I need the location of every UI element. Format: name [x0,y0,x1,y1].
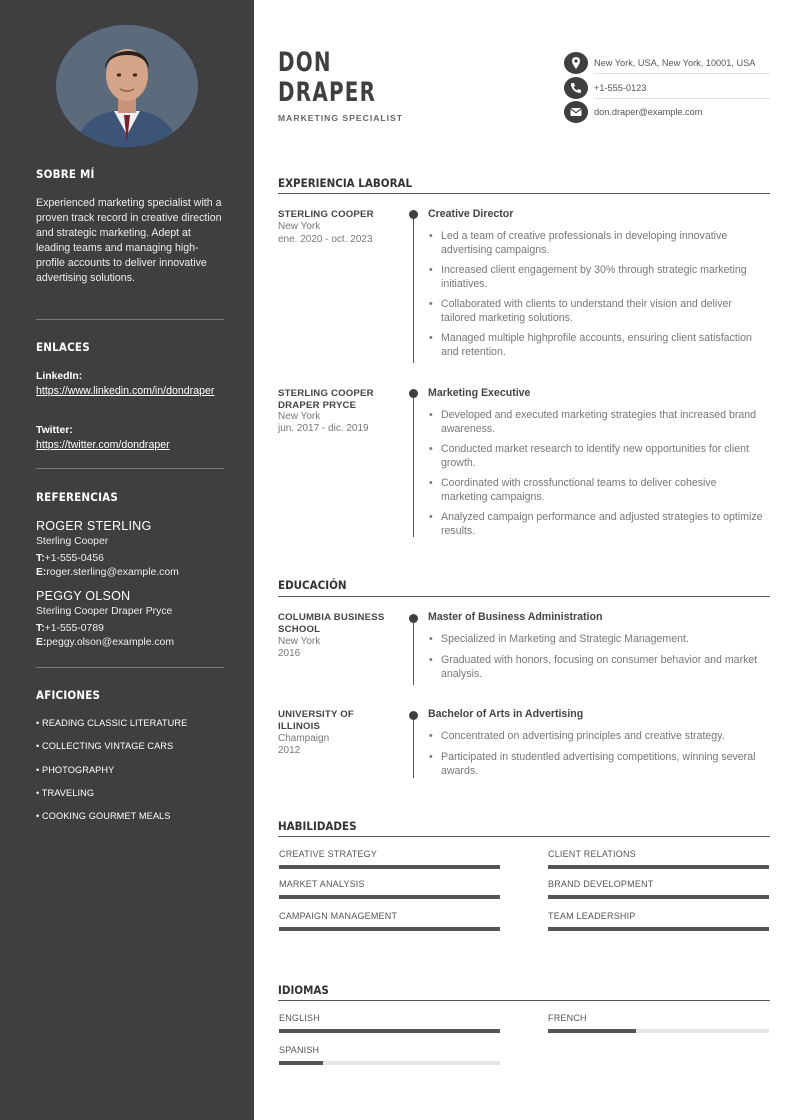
skill-bar-fill [548,895,769,899]
skill-name: MARKET ANALYSIS [279,879,365,889]
hobby-item: • TRAVELING [36,788,95,798]
language-bar-fill [279,1061,323,1065]
school: COLUMBIA BUSINESS SCHOOL [278,612,385,635]
hobby-item: • READING CLASSIC LITERATURE [36,718,188,728]
job-role: Creative Director [428,208,514,220]
school-location: New York [278,636,321,647]
reference-phone [36,623,104,634]
email-value: roger.sterling@example.com [46,567,179,578]
language-bar [279,1061,500,1065]
skill-bar [548,895,769,899]
employment-dates: jun. 2017 - dic. 2019 [278,423,369,434]
list-item: • Concentrated on advertising principles and creative strategy. [428,730,766,744]
skill-bar [548,927,769,931]
divider [36,319,224,320]
section-rule [278,193,770,194]
hobby-item: • COLLECTING VINTAGE CARS [36,741,174,751]
twitter-link[interactable]: https://twitter.com/dondraper [36,439,170,451]
phone-prefix: T: [36,553,45,564]
job-title: MARKETING SPECIALIST [278,113,404,123]
location-pin-icon [564,52,588,74]
linkedin-link[interactable]: https://www.linkedin.com/in/dondraper [36,385,215,397]
twitter-label: Twitter: [36,425,73,436]
language-name: FRENCH [548,1013,587,1023]
skill-name: TEAM LEADERSHIP [548,911,636,921]
graduation-year: 2016 [278,648,301,659]
employer: STERLING COOPER DRAPER PRYCE [278,388,374,411]
linkedin-label: LinkedIn: [36,371,83,382]
timeline-dot [409,389,418,398]
language-item [279,1013,500,1023]
list-item: • Managed multiple highprofile accounts, ensuring client satisfaction and retention. [428,332,766,359]
skill-bar-fill [279,927,500,931]
employment-dates: ene. 2020 - oct. 2023 [278,234,373,245]
list-item: • Conducted market research to identify new opportunities for client growth. [428,443,766,470]
skill-bar [279,865,500,869]
reference-email [36,637,174,648]
reference-phone [36,553,104,564]
skills-heading: HABILIDADES [278,819,357,833]
skill-bar-fill [279,895,500,899]
hobbies-heading: AFICIONES [36,688,101,702]
email-icon [564,101,588,123]
phone-prefix: T: [36,623,45,634]
divider [36,468,224,469]
email-prefix: E: [36,567,47,578]
skill-name: CLIENT RELATIONS [548,849,636,859]
language-bar-fill [279,1029,500,1033]
profile-photo [56,25,198,147]
section-rule [278,596,770,597]
education-heading: EDUCACIÓN [278,578,347,592]
reference-name: ROGER STERLING [36,519,152,533]
contact-email [564,101,770,125]
about-heading: SOBRE MÍ [36,167,95,181]
skill-item [279,879,500,889]
employer-location: New York [278,221,321,232]
person-name [278,48,376,108]
location-text: New York, USA, New York, 10001, USA [594,58,756,68]
references-heading: REFERENCIAS [36,490,118,504]
divider [594,73,770,74]
list-item: • Specialized in Marketing and Strategic Management. [428,633,766,647]
graduation-year: 2012 [278,745,301,756]
skill-item [548,879,769,889]
list-item: • Coordinated with crossfunctional teams to deliver cohesive marketing campaigns. [428,477,766,504]
job-role: Marketing Executive [428,387,531,399]
list-item: • Led a team of creative professionals in developing innovative advertising campaigns. [428,230,766,257]
employer-location: New York [278,411,321,422]
experience-heading: EXPERIENCIA LABORAL [278,176,413,190]
reference-company: Sterling Cooper Draper Pryce [36,606,173,617]
reference-name: PEGGY OLSON [36,589,131,603]
list-item: • Increased client engagement by 30% through strategic marketing initiatives. [428,264,766,291]
phone-value: +1-555-0789 [44,623,104,634]
section-rule [278,1000,770,1001]
timeline-line [413,617,414,685]
sidebar [0,0,254,1120]
hobby-item: • COOKING GOURMET MEALS [36,811,171,821]
timeline-line [413,714,414,778]
skill-item [279,911,500,921]
school-location: Champaign [278,733,330,744]
degree: Master of Business Administration [428,611,603,623]
skill-bar [279,895,500,899]
email-value: peggy.olson@example.com [46,637,174,648]
timeline-line [413,213,414,363]
skill-bar-fill [548,927,769,931]
last-name: DRAPER [278,77,377,108]
timeline-line [413,392,414,537]
hobby-item: • PHOTOGRAPHY [36,765,115,775]
list-item: • Developed and executed marketing strategies that increased brand awareness. [428,409,766,436]
skill-name: CREATIVE STRATEGY [279,849,378,859]
contact-phone [564,77,770,101]
list-item: • Graduated with honors, focusing on consumer behavior and market analysis. [428,654,766,681]
links-heading: ENLACES [36,340,90,354]
language-name: SPANISH [279,1045,320,1055]
timeline-dot [409,711,418,720]
employer: STERLING COOPER [278,209,374,220]
language-item [279,1045,500,1055]
degree: Bachelor of Arts in Advertising [428,708,584,720]
skill-bar [548,865,769,869]
email-text[interactable]: don.draper@example.com [594,107,703,117]
language-bar-fill [548,1029,636,1033]
skill-bar-fill [279,865,500,869]
phone-icon [564,77,588,99]
divider [36,667,224,668]
list-item: • Analyzed campaign performance and adjusted strategies to optimize results. [428,511,766,538]
language-bar [548,1029,769,1033]
portrait-illustration [56,25,198,147]
language-bar [279,1029,500,1033]
skill-item [548,849,769,859]
first-name: DON [278,47,332,78]
contact-location [564,52,770,76]
language-name: ENGLISH [279,1013,320,1023]
reference-email [36,567,179,578]
skill-item [279,849,500,859]
skill-bar [279,927,500,931]
phone-value: +1-555-0456 [44,553,104,564]
skill-bar-fill [548,865,769,869]
email-prefix: E: [36,637,47,648]
timeline-dot [409,210,418,219]
language-item [548,1013,769,1023]
section-rule [278,836,770,837]
list-item: • Collaborated with clients to understand their vision and deliver tailored marketing solutions. [428,298,766,325]
skill-name: BRAND DEVELOPMENT [548,879,654,889]
languages-heading: IDIOMAS [278,983,329,997]
divider [594,98,770,99]
list-item: • Participated in studentled advertising competitions, winning several awards. [428,751,766,778]
about-text: Experienced marketing specialist with a proven track record in creative direction and strategic marketing. Adept at leading teams and managing high-profile accounts to deliver innovative advertising solutions. [36,197,222,284]
timeline-dot [409,614,418,623]
skill-name: CAMPAIGN MANAGEMENT [279,911,398,921]
school: UNIVERSITY OF ILLINOIS [278,709,354,732]
skill-item [548,911,769,921]
phone-text: +1-555-0123 [594,83,647,93]
reference-company: Sterling Cooper [36,536,109,547]
